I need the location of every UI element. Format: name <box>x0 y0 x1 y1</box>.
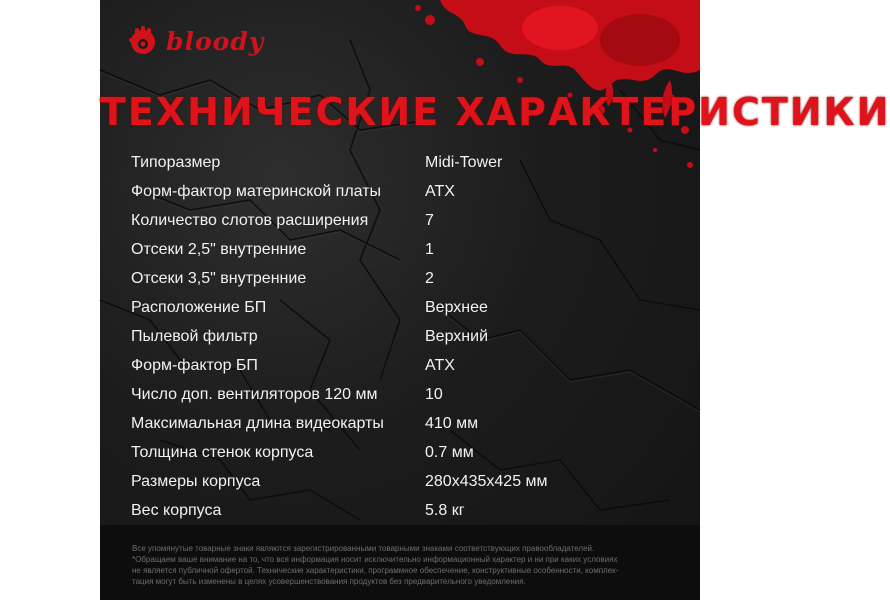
spec-label: Размеры корпуса <box>131 472 261 490</box>
spec-row <box>131 380 691 409</box>
spec-row <box>131 264 691 293</box>
spec-row <box>131 351 691 380</box>
disclaimer-line: *Обращаем ваше внимание на то, что вся информация носит исключительно информационный характер и ни при каких условиях <box>132 555 618 564</box>
spec-label: Вес корпуса <box>131 501 222 519</box>
spec-value: 2 <box>425 269 434 287</box>
spec-label: Толщина стенок корпуса <box>131 443 314 461</box>
spec-value: 1 <box>425 240 434 258</box>
page-title: ТЕХНИЧЕСКИЕ ХАРАКТЕРИСТИКИ <box>100 90 890 134</box>
spec-value: Midi-Tower <box>425 153 503 171</box>
spec-value: 0.7 мм <box>425 443 474 461</box>
spec-label: Число доп. вентиляторов 120 мм <box>131 385 378 403</box>
disclaimer-line: не является публичной офертой. Технические характеристики, программное обеспечение, конструктивные особенности, комплек- <box>132 566 619 575</box>
disclaimer-line: Все упомянутые товарные знаки являются зарегистрированными товарными знаками соответствующих правообладателей. <box>132 544 595 553</box>
bloody-hand-icon <box>126 24 160 58</box>
spec-label: Типоразмер <box>131 153 221 171</box>
disclaimer-text <box>132 543 677 587</box>
spec-value: 10 <box>425 385 443 403</box>
spec-row <box>131 496 691 525</box>
spec-table <box>131 148 691 525</box>
spec-row <box>131 293 691 322</box>
spec-label: Максимальная длина видеокарты <box>131 414 384 432</box>
brand-logo-text: bloody <box>166 26 265 56</box>
spec-label: Отсеки 3,5" внутренние <box>131 269 307 287</box>
spec-value: Верхний <box>425 327 488 345</box>
spec-value: 7 <box>425 211 434 229</box>
spec-label: Пылевой фильтр <box>131 327 258 345</box>
spec-row <box>131 206 691 235</box>
disclaimer-line: тация могут быть изменены в целях усовершенствования продуктов без предварительного уведомления. <box>132 577 526 586</box>
spec-row <box>131 177 691 206</box>
spec-row <box>131 235 691 264</box>
spec-label: Форм-фактор БП <box>131 356 258 374</box>
spec-value: Верхнее <box>425 298 488 316</box>
spec-label: Количество слотов расширения <box>131 211 369 229</box>
spec-label: Расположение БП <box>131 298 267 316</box>
spec-row <box>131 322 691 351</box>
spec-value: 410 мм <box>425 414 479 432</box>
spec-value: ATX <box>425 182 455 200</box>
spec-row <box>131 148 691 177</box>
disclaimer-bar <box>100 525 700 600</box>
spec-label: Форм-фактор материнской платы <box>131 182 382 200</box>
spec-row <box>131 438 691 467</box>
brand-logo <box>126 24 264 58</box>
spec-sheet-panel <box>100 0 890 600</box>
spec-row <box>131 467 691 496</box>
spec-row <box>131 409 691 438</box>
spec-value: ATX <box>425 356 455 374</box>
spec-label: Отсеки 2,5" внутренние <box>131 240 307 258</box>
spec-value: 280x435x425 мм <box>425 472 548 490</box>
spec-value: 5.8 кг <box>425 501 465 519</box>
